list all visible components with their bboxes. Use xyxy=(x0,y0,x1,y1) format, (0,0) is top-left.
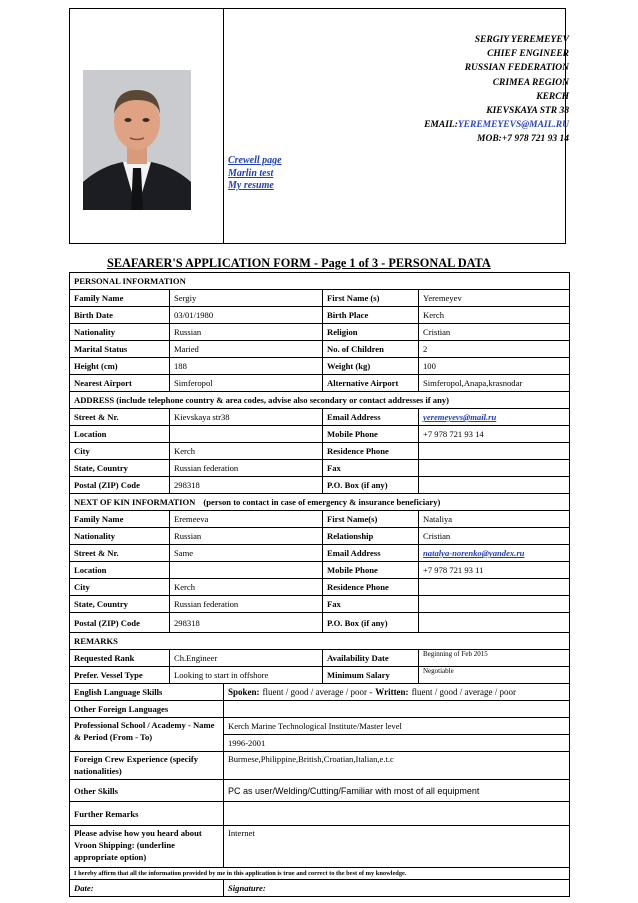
next_of_kin-label: City xyxy=(70,579,170,596)
address-heading xyxy=(70,392,570,409)
contact-name: SERGIY YEREMEYEV xyxy=(474,35,569,45)
other-skills-label: Other Skills xyxy=(70,780,224,802)
next_of_kin-label: Street & Nr. xyxy=(70,545,170,562)
next_of_kin-row xyxy=(70,562,570,579)
address-value[interactable]: +7 978 721 93 14 xyxy=(419,426,570,443)
address-heading-text: ADDRESS (include telephone country & area codes, advise also secondary or contact addresses if any) xyxy=(74,395,450,405)
contact-street: KIEVSKAYA STR 38 xyxy=(486,106,569,117)
remarks-heading-row xyxy=(70,633,570,650)
remarks-row xyxy=(70,650,570,667)
contact-block xyxy=(424,33,569,147)
english-spoken-label: Spoken: xyxy=(228,687,260,697)
personal-label: Religion xyxy=(323,324,419,341)
next_of_kin-row xyxy=(70,596,570,613)
next_of_kin-heading-note: (person to contact in case of emergency & insurance beneficiary) xyxy=(203,497,441,507)
next_of_kin-label: Fax xyxy=(323,596,419,613)
personal-value[interactable]: 2 xyxy=(419,341,570,358)
contact-mobile: MOB:+7 978 721 93 14 xyxy=(477,134,569,145)
address-value[interactable] xyxy=(419,477,570,494)
next_of_kin-value[interactable]: Russian xyxy=(170,528,323,545)
next_of_kin-row xyxy=(70,613,570,633)
english-written-value: fluent / good / average / poor xyxy=(411,687,517,697)
next_of_kin-value[interactable]: Russian federation xyxy=(170,596,323,613)
address-label: Postal (ZIP) Code xyxy=(70,477,170,494)
address-value[interactable] xyxy=(419,460,570,477)
remarks-label: Prefer. Vessel Type xyxy=(70,667,170,684)
declaration-text: I hereby affirm that all the information provided by me in this application is true and correct to the best of my knowledge. xyxy=(70,868,570,880)
email-label: EMAIL: xyxy=(424,120,458,131)
english-label: English Language Skills xyxy=(70,684,224,701)
address-value[interactable]: Russian federation xyxy=(170,460,323,477)
next_of_kin-row xyxy=(70,511,570,528)
next_of_kin-label: Location xyxy=(70,562,170,579)
next_of_kin-label: First Name(s) xyxy=(323,511,419,528)
next_of_kin-value[interactable]: Kerch xyxy=(170,579,323,596)
address-value[interactable] xyxy=(170,426,323,443)
address-label: P.O. Box (if any) xyxy=(323,477,419,494)
address-row xyxy=(70,477,570,494)
foreign-row xyxy=(70,701,570,718)
remarks-value[interactable]: Negotiable xyxy=(419,667,570,684)
crewell-page-link[interactable]: Crewell page xyxy=(228,155,282,166)
personal-label: Weight (kg) xyxy=(323,358,419,375)
personal-label: No. of Children xyxy=(323,341,419,358)
further-remarks-value[interactable] xyxy=(224,802,570,826)
crew-experience-label: Foreign Crew Experience (specify nationalities) xyxy=(70,752,224,780)
next_of_kin-label: Residence Phone xyxy=(323,579,419,596)
personal-label: Birth Place xyxy=(323,307,419,324)
declaration-row xyxy=(70,868,570,880)
next_of_kin-label: State, Country xyxy=(70,596,170,613)
vroon-row xyxy=(70,826,570,868)
next_of_kin-value[interactable] xyxy=(419,596,570,613)
personal-label: First Name (s) xyxy=(323,290,419,307)
school-name[interactable]: Kerch Marine Technological Institute/Master level xyxy=(224,718,570,735)
personal-label: Birth Date xyxy=(70,307,170,324)
personal-value[interactable]: Cristian xyxy=(419,324,570,341)
next_of_kin-row xyxy=(70,528,570,545)
next_of_kin-value[interactable]: 298318 xyxy=(170,613,323,633)
personal-heading xyxy=(70,273,570,290)
personal-row xyxy=(70,290,570,307)
my-resume-link[interactable]: My resume xyxy=(228,180,274,191)
date-signature-row xyxy=(70,880,570,897)
vroon-value[interactable]: Internet xyxy=(224,826,570,868)
remarks-value[interactable]: Looking to start in offshore xyxy=(170,667,323,684)
address-row xyxy=(70,409,570,426)
date-label[interactable]: Date: xyxy=(70,880,224,897)
remarks-value[interactable]: Beginning of Feb 2015 xyxy=(419,650,570,667)
remarks-heading xyxy=(70,633,570,650)
personal-heading-row xyxy=(70,273,570,290)
next_of_kin-label: Mobile Phone xyxy=(323,562,419,579)
next_of_kin-label: Nationality xyxy=(70,528,170,545)
address-label: Fax xyxy=(323,460,419,477)
address-label: Street & Nr. xyxy=(70,409,170,426)
contact-email xyxy=(424,118,569,132)
address-value[interactable]: Kerch xyxy=(170,443,323,460)
school-label: Professional School / Academy - Name & Period (From - To) xyxy=(70,718,224,752)
personal-value[interactable]: 188 xyxy=(170,358,323,375)
next_of_kin-value[interactable]: natalya-norenko@yandex.ru xyxy=(419,545,570,562)
address-label: Residence Phone xyxy=(323,443,419,460)
personal-value[interactable]: Kerch xyxy=(419,307,570,324)
personal-row xyxy=(70,375,570,392)
personal-value[interactable]: Simferopol xyxy=(170,375,323,392)
school-row xyxy=(70,718,570,735)
vroon-label: Please advise how you heard about Vroon Shipping: (underline appropriate option) xyxy=(70,826,224,868)
profile-links xyxy=(228,155,282,193)
personal-value[interactable]: Russian xyxy=(170,324,323,341)
marlin-test-link[interactable]: Marlin test xyxy=(228,167,274,179)
personal-heading-text: PERSONAL INFORMATION xyxy=(74,276,186,286)
further-row xyxy=(70,802,570,826)
next_of_kin-label: Relationship xyxy=(323,528,419,545)
personal-label: Nearest Airport xyxy=(70,375,170,392)
next_of_kin-label: Family Name xyxy=(70,511,170,528)
next_of_kin-heading xyxy=(70,494,570,511)
next_of_kin-label: Email Address xyxy=(323,545,419,562)
address-value[interactable]: Kievskaya str38 xyxy=(170,409,323,426)
school-period[interactable]: 1996-2001 xyxy=(224,735,570,752)
contact-position: CHIEF ENGINEER xyxy=(487,49,569,60)
profile-photo xyxy=(83,70,191,210)
remarks-row xyxy=(70,667,570,684)
crew-experience-value[interactable]: Burmese,Philippine,British,Croatian,Italian,e.t.c xyxy=(224,752,570,780)
personal-value[interactable]: Maried xyxy=(170,341,323,358)
crew-row xyxy=(70,752,570,780)
address-heading-row xyxy=(70,392,570,409)
personal-value[interactable]: 100 xyxy=(419,358,570,375)
english-value[interactable] xyxy=(224,684,570,701)
remarks-label: Availability Date xyxy=(323,650,419,667)
foreign-languages-label: Other Foreign Languages xyxy=(70,701,224,718)
remarks-value[interactable]: Ch.Engineer xyxy=(170,650,323,667)
next_of_kin-label: P.O. Box (if any) xyxy=(323,613,419,633)
next_of_kin-value[interactable] xyxy=(419,613,570,633)
next_of_kin-value[interactable] xyxy=(170,562,323,579)
remarks-label: Requested Rank xyxy=(70,650,170,667)
personal-row xyxy=(70,341,570,358)
personal-row xyxy=(70,307,570,324)
english-row xyxy=(70,684,570,701)
next_of_kin-value[interactable]: Cristian xyxy=(419,528,570,545)
other-skills-value[interactable]: PC as user/Welding/Cutting/Familiar with most of all equipment xyxy=(224,780,570,802)
english-spoken-value: fluent / good / average / poor - xyxy=(262,687,373,697)
next_of_kin-value[interactable]: Same xyxy=(170,545,323,562)
next_of_kin-value[interactable]: Eremeeva xyxy=(170,511,323,528)
contact-city: KERCH xyxy=(536,91,569,102)
next_of_kin-value[interactable]: +7 978 721 93 11 xyxy=(419,562,570,579)
address-value[interactable]: yeremeyevs@mail.ru xyxy=(419,409,570,426)
address-row xyxy=(70,460,570,477)
contact-region: CRIMEA REGION xyxy=(492,77,569,88)
address-value[interactable] xyxy=(419,443,570,460)
application-form xyxy=(69,272,570,897)
address-label: Location xyxy=(70,426,170,443)
english-written-label: Written: xyxy=(375,687,409,697)
next_of_kin-value[interactable]: Nataliya xyxy=(419,511,570,528)
address-label: Email Address xyxy=(323,409,419,426)
address-label: City xyxy=(70,443,170,460)
foreign-languages-value[interactable] xyxy=(224,701,570,718)
next_of_kin-row xyxy=(70,579,570,596)
personal-value[interactable]: 03/01/1980 xyxy=(170,307,323,324)
personal-label: Alternative Airport xyxy=(323,375,419,392)
address-label: State, Country xyxy=(70,460,170,477)
signature-label[interactable]: Signature: xyxy=(224,880,570,897)
personal-row xyxy=(70,324,570,341)
remarks-label: Minimum Salary xyxy=(323,667,419,684)
address-row xyxy=(70,426,570,443)
address-value[interactable]: 298318 xyxy=(170,477,323,494)
address-label: Mobile Phone xyxy=(323,426,419,443)
contact-country: RUSSIAN FEDERATION xyxy=(464,63,569,74)
personal-value[interactable]: Simferopol,Anapa,krasnodar xyxy=(419,375,570,392)
address-row xyxy=(70,443,570,460)
personal-row xyxy=(70,358,570,375)
form-title: SEAFARER'S APPLICATION FORM - Page 1 of 3 - PERSONAL DATA xyxy=(107,256,491,270)
next_of_kin-value[interactable] xyxy=(419,579,570,596)
remarks-heading-text: REMARKS xyxy=(74,636,118,646)
email-link[interactable]: YEREMEYEVS@MAIL.RU xyxy=(457,120,569,131)
next_of_kin-heading-row xyxy=(70,494,570,511)
next_of_kin-heading-text: NEXT OF KIN INFORMATION xyxy=(74,497,196,507)
personal-label: Family Name xyxy=(70,290,170,307)
personal-value[interactable]: Yeremeyev xyxy=(419,290,570,307)
next_of_kin-label: Postal (ZIP) Code xyxy=(70,613,170,633)
personal-value[interactable]: Sergiy xyxy=(170,290,323,307)
personal-label: Height (cm) xyxy=(70,358,170,375)
personal-label: Nationality xyxy=(70,324,170,341)
skills-row xyxy=(70,780,570,802)
personal-label: Marital Status xyxy=(70,341,170,358)
further-remarks-label: Further Remarks xyxy=(70,802,224,826)
next_of_kin-row xyxy=(70,545,570,562)
